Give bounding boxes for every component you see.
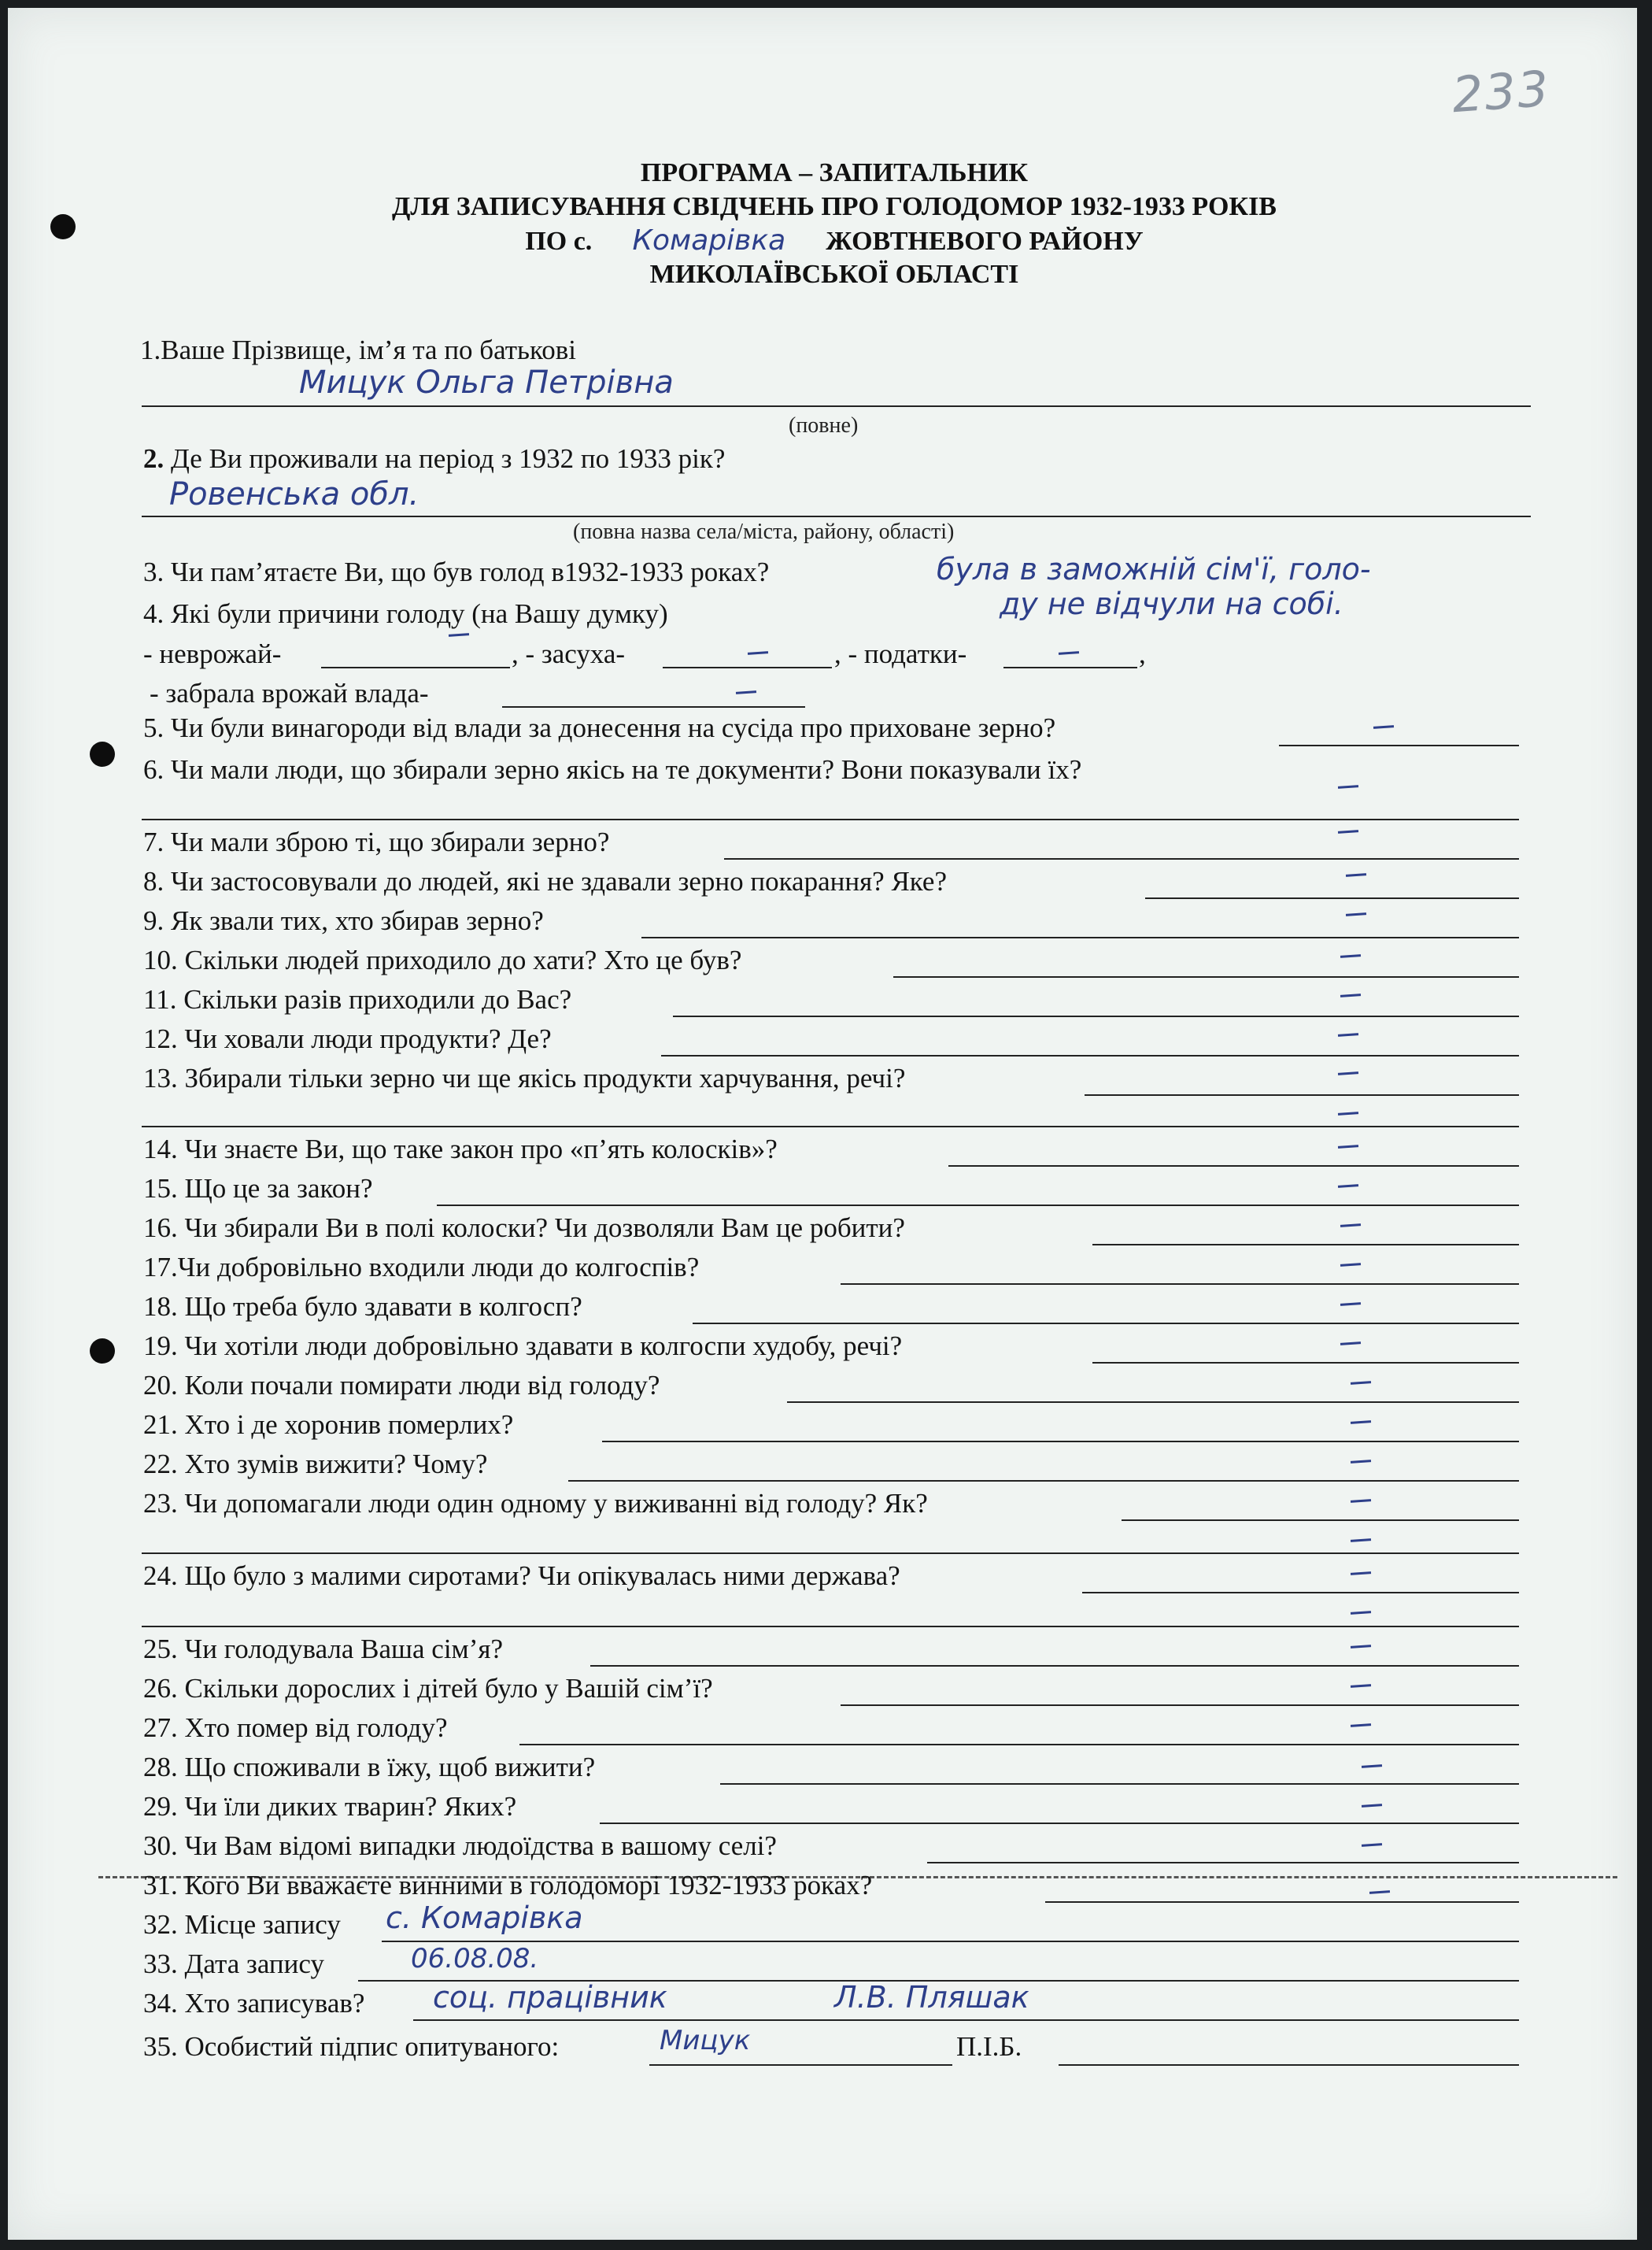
- answer-line-23: [1122, 1519, 1519, 1521]
- answer-dash: [1340, 994, 1361, 997]
- binder-hole: [90, 1338, 115, 1364]
- answer-34-name: Л.В. Пляшак: [834, 1980, 1029, 2015]
- answer-3-line1: була в заможній сім'ї, голо-: [937, 552, 1371, 587]
- answer-line-8: [1145, 897, 1519, 899]
- page-number: 233: [1450, 59, 1552, 124]
- question-4: 4. Які були причини голоду (на Вашу думку): [143, 598, 668, 629]
- answer-dash: [1351, 1571, 1371, 1575]
- answer-dash: [449, 633, 469, 637]
- answer-line-20: [787, 1401, 1519, 1403]
- answer-dash: [1346, 873, 1366, 877]
- answer-line-13b: [142, 1126, 1519, 1127]
- respondent-signature: Мицук: [660, 2025, 751, 2056]
- option-taxes-line: [1003, 667, 1137, 668]
- answer-dash: [736, 690, 756, 694]
- question-19: 19. Чи хотіли люди добровільно здавати в колгоспи худобу, речі?: [143, 1330, 903, 1361]
- answer-line-12: [661, 1055, 1519, 1057]
- question-27: 27. Хто помер від голоду?: [143, 1712, 448, 1743]
- option-drought-line: [663, 667, 832, 668]
- question-18: 18. Що треба було здавати в колгосп?: [143, 1291, 582, 1322]
- question-14: 14. Чи знаєте Ви, що таке закон про «п’ять колосків»?: [143, 1134, 778, 1164]
- answer-3-line2: ду не відчули на собі.: [1000, 587, 1343, 621]
- answer-dash: [1373, 725, 1394, 729]
- answer-line-6: [142, 819, 1519, 820]
- village-name: Комарівка: [632, 224, 786, 257]
- answer-dash: [1340, 954, 1361, 958]
- answer-dash: [748, 651, 768, 655]
- question-3: 3. Чи пам’ятаєте Ви, що був голод в1932-1933 роках?: [143, 557, 770, 587]
- note-full: (повне): [789, 413, 859, 438]
- form-region: МИКОЛАЇВСЬКОЇ ОБЛАСТІ: [649, 260, 1019, 289]
- location-prefix: ПО с.: [525, 227, 593, 256]
- answer-dash: [1351, 1460, 1371, 1464]
- answer-dash: [1351, 1538, 1371, 1542]
- answer-line-27: [519, 1744, 1519, 1745]
- option-crop-failure: - неврожай-: [143, 638, 282, 669]
- question-32: 32. Місце запису: [143, 1909, 341, 1940]
- answer-dash: [1338, 1184, 1358, 1188]
- answer-line-30: [927, 1862, 1519, 1863]
- answer-line-2: [142, 516, 1531, 517]
- answer-line-16: [1092, 1244, 1519, 1245]
- question-7: 7. Чи мали зброю ті, що збирали зерно?: [143, 827, 610, 857]
- answer-line-15: [437, 1205, 1519, 1206]
- form-subtitle: ДЛЯ ЗАПИСУВАННЯ СВІДЧЕНЬ ПРО ГОЛОДОМОР 1932-1933 РОКІВ: [392, 192, 1277, 221]
- answer-line-19: [1092, 1362, 1519, 1364]
- option-harvest-taken: - забрала врожай влада-: [150, 678, 429, 709]
- question-20: 20. Коли почали помирати люди від голоду?: [143, 1370, 660, 1401]
- answer-2-region: Ровенська обл.: [169, 476, 419, 513]
- question-23: 23. Чи допомагали люди один одному у виживанні від голоду? Як?: [143, 1488, 928, 1519]
- answer-line-24: [1082, 1592, 1519, 1593]
- question-24: 24. Що було з малими сиротами? Чи опікувалась ними держава?: [143, 1560, 900, 1591]
- answer-line-23b: [142, 1552, 1519, 1554]
- answer-line-25: [590, 1665, 1519, 1667]
- answer-dash: [1346, 912, 1366, 916]
- answer-line-7: [724, 858, 1519, 860]
- question-11: 11. Скільки разів приходили до Вас?: [143, 984, 572, 1015]
- answer-dash: [1338, 830, 1358, 834]
- binder-hole: [50, 214, 76, 239]
- question-29: 29. Чи їли диких тварин? Яких?: [143, 1791, 517, 1822]
- answer-dash: [1338, 1071, 1358, 1075]
- answer-line-32: [382, 1941, 1519, 1942]
- question-5: 5. Чи були винагороди від влади за донесення на сусіда про приховане зерно?: [143, 712, 1056, 743]
- answer-line-17: [841, 1283, 1519, 1285]
- note-full-address: (повна назва села/міста, району, області): [573, 520, 955, 544]
- option-drought: , - засуха-: [512, 638, 626, 669]
- questionnaire-page: [8, 8, 1637, 2240]
- answer-line-18: [693, 1323, 1519, 1324]
- question-2: [143, 443, 725, 475]
- answer-dash: [1059, 651, 1079, 655]
- question-26: 26. Скільки дорослих і дітей було у Вашій сім’ї?: [143, 1673, 713, 1704]
- answer-dash: [1351, 1499, 1371, 1503]
- question-12: 12. Чи ховали люди продукти? Де?: [143, 1023, 552, 1054]
- answer-line-10: [893, 976, 1519, 978]
- question-1: 1.Ваше Прізвище, ім’я та по батькові: [140, 335, 576, 365]
- question-9: 9. Як звали тих, хто збирав зерно?: [143, 905, 544, 936]
- question-2-text: Де Ви проживали на період з 1932 по 1933 рік?: [171, 443, 726, 474]
- question-35: 35. Особистий підпис опитуваного:: [143, 2031, 560, 2062]
- question-8: 8. Чи застосовували до людей, які не здавали зерно покарання? Яке?: [143, 866, 947, 897]
- answer-dash: [1351, 1611, 1371, 1615]
- option-taxes: , - податки-: [834, 638, 967, 669]
- answer-line-9: [641, 937, 1519, 938]
- answer-dash: [1351, 1723, 1371, 1727]
- question-2-number: 2.: [143, 443, 164, 474]
- answer-dash: [1340, 1302, 1361, 1306]
- form-location-line: [87, 225, 1582, 257]
- question-30: 30. Чи Вам відомі випадки людоїдства в вашому селі?: [143, 1830, 777, 1861]
- answer-33-date: 06.08.08.: [411, 1943, 539, 1974]
- answer-34-role: соц. працівник: [433, 1980, 667, 2015]
- answer-line-5: [1279, 745, 1519, 746]
- answer-line-34: [413, 2019, 1519, 2021]
- answer-line-24b: [142, 1626, 1519, 1627]
- location-suffix: ЖОВТНЕВОГО РАЙОНУ: [826, 227, 1144, 256]
- answer-line-31: [1045, 1901, 1519, 1903]
- question-10: 10. Скільки людей приходило до хати? Хто це був?: [143, 945, 742, 975]
- answer-line-11: [673, 1016, 1519, 1017]
- answer-dash: [1369, 1890, 1390, 1894]
- option-harvest-line: [502, 706, 805, 708]
- signature-line: [649, 2064, 952, 2066]
- pib-line: [1059, 2064, 1519, 2066]
- question-34: 34. Хто записував?: [143, 1988, 365, 2019]
- answer-line-22: [568, 1480, 1519, 1482]
- answer-dash: [1351, 1684, 1371, 1688]
- binder-hole: [90, 742, 115, 767]
- answer-dash: [1351, 1381, 1371, 1385]
- answer-dash: [1338, 1145, 1358, 1149]
- answer-line-1: [142, 405, 1531, 407]
- pib-label: П.І.Б.: [956, 2031, 1022, 2062]
- question-15: 15. Що це за закон?: [143, 1173, 373, 1204]
- question-28: 28. Що споживали в їжу, щоб вижити?: [143, 1752, 596, 1782]
- answer-line-21: [602, 1441, 1519, 1442]
- question-6: 6. Чи мали люди, що збирали зерно якісь на те документи? Вони показували їх?: [143, 754, 1082, 785]
- answer-dash: [1338, 1112, 1358, 1116]
- answer-dash: [1338, 785, 1358, 789]
- option-taxes-end: ,: [1139, 638, 1146, 669]
- answer-dash: [1340, 1341, 1361, 1345]
- answer-line-29: [600, 1823, 1519, 1824]
- answer-dash: [1338, 1033, 1358, 1037]
- question-13: 13. Збирали тільки зерно чи ще якісь продукти харчування, речі?: [143, 1063, 906, 1094]
- question-33: 33. Дата запису: [143, 1948, 324, 1979]
- question-21: 21. Хто і де хоронив померлих?: [143, 1409, 514, 1440]
- question-16: 16. Чи збирали Ви в полі колоски? Чи дозволяли Вам це робити?: [143, 1212, 905, 1243]
- answer-line-13: [1085, 1094, 1519, 1096]
- answer-line-14: [948, 1165, 1519, 1167]
- question-25: 25. Чи голодувала Ваша сім’я?: [143, 1634, 503, 1664]
- answer-dash: [1351, 1645, 1371, 1649]
- form-title: ПРОГРАМА – ЗАПИТАЛЬНИК: [640, 158, 1029, 187]
- answer-1-name: Мицук Ольга Петрівна: [299, 365, 674, 401]
- question-17: 17.Чи добровільно входили люди до колгоспів?: [143, 1252, 700, 1282]
- answer-line-28: [720, 1783, 1519, 1785]
- answer-32-place: с. Комарівка: [386, 1900, 583, 1935]
- answer-dash: [1362, 1804, 1382, 1808]
- answer-dash: [1340, 1263, 1361, 1267]
- answer-line-26: [841, 1704, 1519, 1706]
- option-crop-failure-line: [321, 667, 510, 668]
- question-22: 22. Хто зумів вижити? Чому?: [143, 1449, 488, 1479]
- answer-dash: [1340, 1223, 1361, 1227]
- answer-dash: [1362, 1843, 1382, 1847]
- question-31: 31. Кого Ви вважаєте винними в голодоморі 1932-1933 роках?: [143, 1870, 873, 1900]
- answer-dash: [1351, 1420, 1371, 1424]
- answer-dash: [1362, 1764, 1382, 1768]
